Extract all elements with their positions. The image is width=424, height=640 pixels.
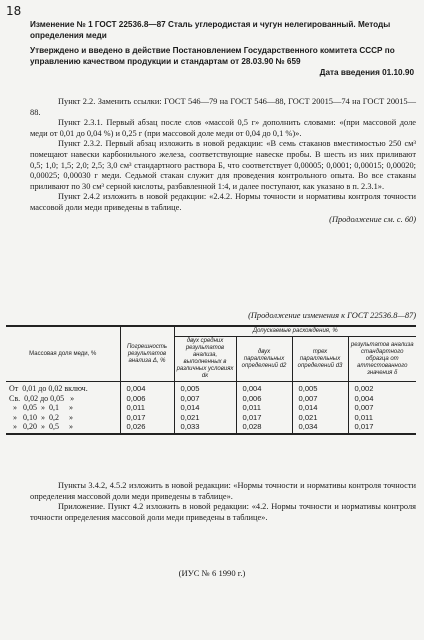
header-dk: двух средних результатов анализа, выполненных в различных условиях dк: [174, 337, 236, 382]
cell-delta: 0,017: [120, 413, 174, 423]
cell-d3: 0,007: [292, 394, 348, 404]
accuracy-table: [6, 325, 416, 435]
cell-range: » 0,05 » 0,1 »: [9, 403, 73, 412]
cell-dk: 0,007: [174, 394, 236, 404]
cell-delta-standard: 0,004: [348, 394, 416, 404]
post-table-text: [30, 481, 416, 523]
cell-range: » 0,20 » 0,5 »: [6, 422, 120, 434]
cell-d2: 0,028: [236, 422, 292, 434]
cell-d3: 0,014: [292, 403, 348, 413]
cell-dk: 0,005: [174, 382, 236, 394]
cell-delta: 0,006: [120, 394, 174, 404]
amendment-header: [30, 20, 414, 79]
cell-dk: 0,021: [174, 413, 236, 423]
header-permissible-discrepancies: Допускаемые расхождения, %: [174, 326, 416, 337]
cell-delta-standard: 0,017: [348, 422, 416, 434]
cell-delta-standard: 0,011: [348, 413, 416, 423]
cell-d3: 0,034: [292, 422, 348, 434]
header-delta-standard: результатов анализа стандартного образца от аттестованного значения δ: [348, 337, 416, 382]
cell-d2: 0,004: [236, 382, 292, 394]
cell-delta: 0,004: [120, 382, 174, 394]
cell-d2: 0,011: [236, 403, 292, 413]
paragraph-2-2: Пункт 2.2. Заменить ссылки: ГОСТ 546—79 на ГОСТ 546—88, ГОСТ 20015—74 на ГОСТ 20015—88.: [30, 97, 416, 117]
cell-dk: 0,014: [174, 403, 236, 413]
paragraph-2-3-1: Пункт 2.3.1. Первый абзац после слов «массой 0,5 г» дополнить словами: «(при массовой доле меди от 0,01 до 0,04 %) и 0,25 г (при массовой доле меди от 0,04 до 0,1 %)».: [30, 118, 416, 138]
table-row: [6, 422, 416, 434]
cell-delta-standard: 0,002: [348, 382, 416, 394]
effective-date: Дата введения 01.10.90: [319, 68, 414, 77]
cell-range: Св. 0,02 до 0,05 »: [9, 393, 75, 403]
cell-d3: 0,005: [292, 382, 348, 394]
header-error: Погрешность результатов анализа Δ, %: [120, 326, 174, 382]
amendment-title: Изменение № 1 ГОСТ 22536.8—87 Сталь углеродистая и чугун нелегированный. Методы определения меди: [30, 20, 391, 40]
header-d2: двух параллельных определений d2: [236, 337, 292, 382]
table-row: [6, 382, 416, 394]
cell-range: » 0,10 » 0,2 »: [9, 412, 73, 422]
table-caption: (Продолжение изменения к ГОСТ 22536.8—87): [248, 311, 416, 320]
cell-delta-standard: 0,007: [348, 403, 416, 413]
continued-note: (Продолжение см. с. 60): [329, 214, 416, 224]
ius-reference: (ИУС № 6 1990 г.): [178, 568, 246, 578]
header-d3: трех параллельных определений d3: [292, 337, 348, 382]
cell-delta: 0,011: [120, 403, 174, 413]
paragraph-3-4-2: Пункты 3.4.2, 4.5.2 изложить в новой редакции: «Нормы точности и нормативы контроля точности определения массовой доли меди приведены в таблице».: [30, 481, 416, 501]
paragraph-appendix: Приложение. Пункт 4.2 изложить в новой редакции: «4.2. Нормы точности и нормативы контроля точности определения массовой доли меди приведены в таблице».: [30, 502, 416, 522]
cell-d2: 0,017: [236, 413, 292, 423]
cell-d3: 0,021: [292, 413, 348, 423]
approval-statement: Утверждено и введено в действие Постановлением Государственного комитета СССР по управлению качеством продукции и стандартам от 28.03.90 № 659: [30, 46, 395, 66]
table-row: [6, 413, 416, 423]
cell-dk: 0,033: [174, 422, 236, 434]
cell-d2: 0,006: [236, 394, 292, 404]
amendment-body: [30, 97, 416, 225]
table-row: [6, 403, 416, 413]
paragraph-2-4-2: Пункт 2.4.2 изложить в новой редакции: «2.4.2. Нормы точности и нормативы контроля точности массовой доли меди приведены в таблице.: [30, 192, 416, 212]
cell-range: От 0,01 до 0,02 включ.: [9, 384, 88, 393]
page-number: 18: [6, 4, 22, 18]
header-mass-fraction: Массовая доля меди, %: [6, 326, 120, 382]
table-row: [6, 394, 416, 404]
cell-delta: 0,026: [120, 422, 174, 434]
paragraph-2-3-2: Пункт 2.3.2. Первый абзац изложить в новой редакции: «В семь стаканов вместимостью 250 см³ помещают навески карбонильного железа, соответствующие навеске пробы. В шесть из них приливают 0,5; 1,0; 1,5; 2,0; 2,5; 3,0 см³ стандартного раствора Б, что соответствует 0,00005; 0,0001; 0,00015; 0,00020; 0,00025; 0,00030 г меди. Седьмой стакан служит для проведения контрольного опыта. Во все стаканы приливают по 30 см³ серной кислоты, разбавленной 1:4, и далее поступают, как указано в п. 2.3.1».: [30, 139, 416, 191]
